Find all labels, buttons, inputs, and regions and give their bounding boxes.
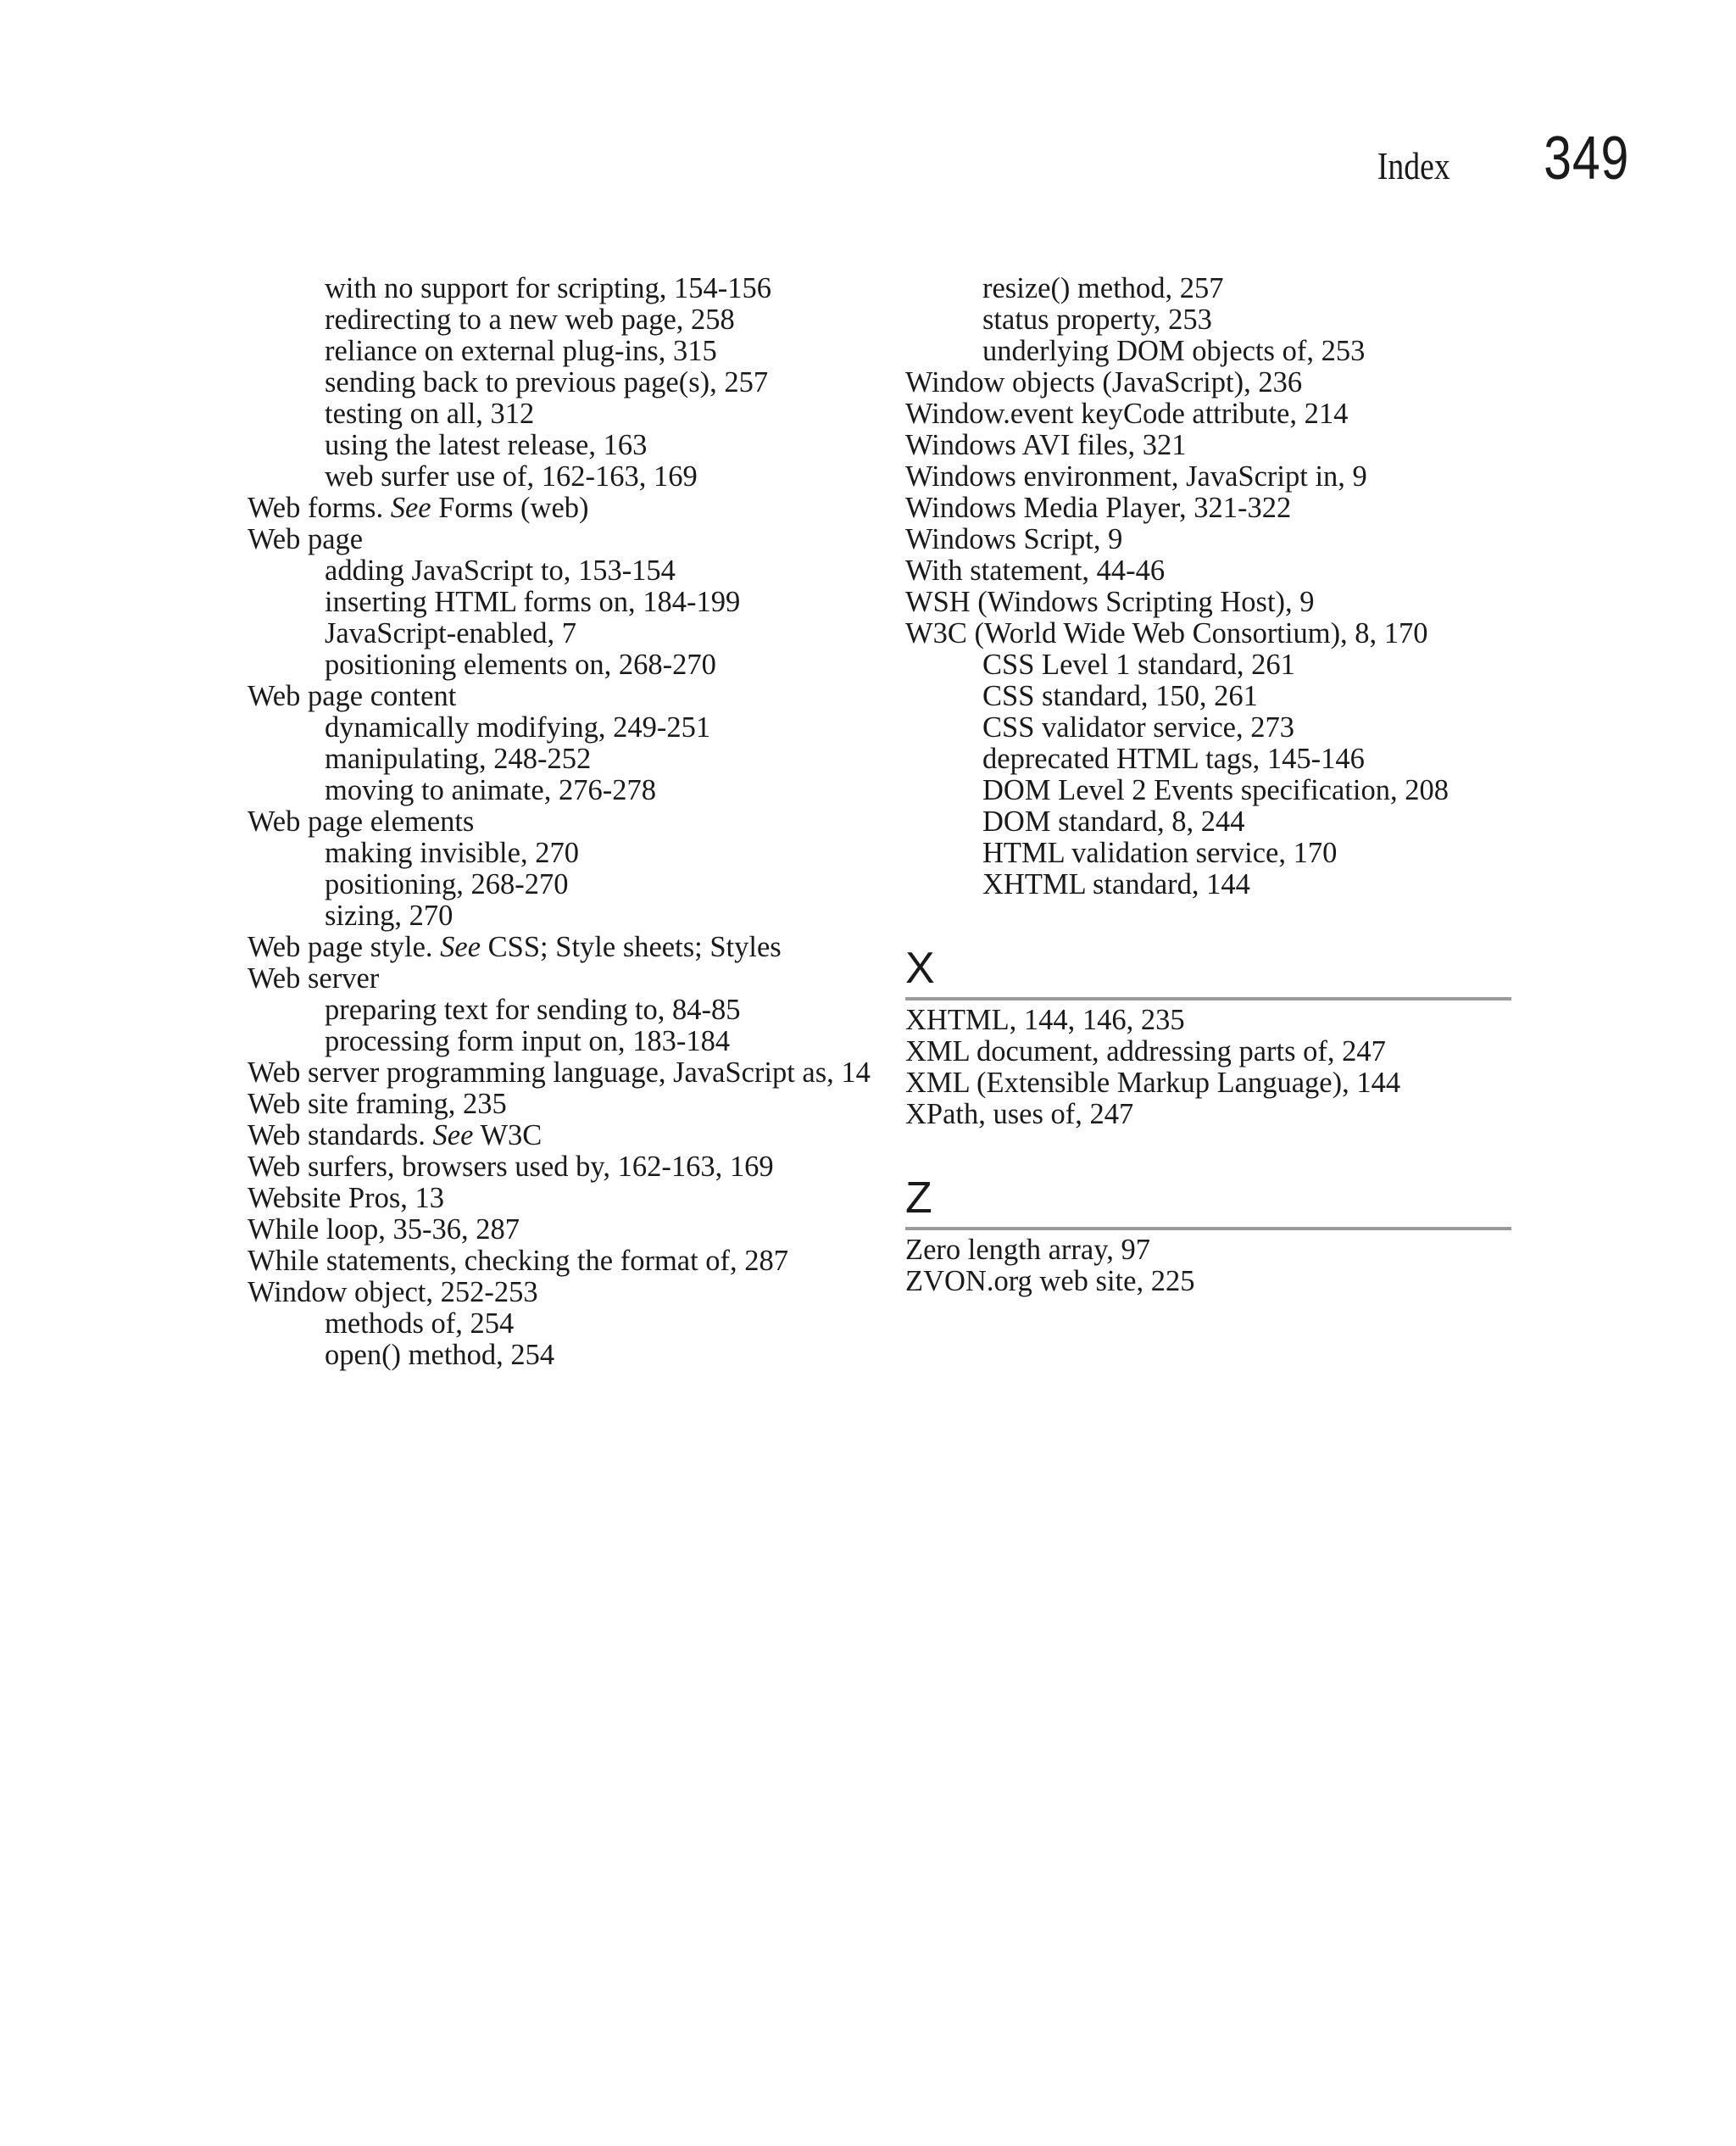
index-entry — [248, 1214, 879, 1246]
entry-text: XML document, addressing parts of, 247 — [905, 1035, 1386, 1067]
entry-text: Web page content — [248, 680, 457, 712]
entry-text: Web server — [248, 962, 380, 995]
index-entry — [905, 1036, 1516, 1067]
index-subentry — [248, 1026, 879, 1057]
index-subentry — [248, 775, 879, 806]
entry-text: positioning elements on, 268-270 — [325, 649, 716, 681]
entry-text: using the latest release, 163 — [325, 429, 648, 461]
entry-text: resize() method, 257 — [982, 272, 1224, 304]
index-subentry — [248, 461, 879, 493]
entry-text: Window objects (JavaScript), 236 — [905, 366, 1303, 399]
entry-text: sending back to previous page(s), 257 — [325, 366, 769, 399]
index-entry — [905, 1266, 1516, 1297]
entry-text: positioning, 268-270 — [325, 868, 569, 900]
index-entry — [905, 1235, 1516, 1266]
entry-text: Web site framing, 235 — [248, 1088, 507, 1120]
entry-text: open() method, 254 — [325, 1339, 555, 1371]
entry-text: making invisible, 270 — [325, 837, 579, 869]
index-subentry — [248, 430, 879, 461]
entry-text: with no support for scripting, 154-156 — [325, 272, 772, 304]
entry-text: Windows AVI files, 321 — [905, 429, 1187, 461]
entry-text: JavaScript-enabled, 7 — [325, 617, 576, 649]
entry-text: CSS Level 1 standard, 261 — [982, 649, 1295, 681]
index-subentry — [248, 869, 879, 900]
index-entry — [905, 461, 1516, 493]
index-subentry — [248, 995, 879, 1026]
entry-text: Website Pros, 13 — [248, 1182, 444, 1214]
entry-text: W3C (World Wide Web Consortium), 8, 170 — [905, 617, 1428, 649]
entry-text: XPath, uses of, 247 — [905, 1098, 1134, 1130]
index-column-left — [248, 273, 879, 1371]
entry-text: testing on all, 312 — [325, 398, 535, 430]
index-subentry — [905, 806, 1516, 838]
index-entry — [905, 430, 1516, 461]
index-subentry — [248, 1340, 879, 1371]
index-entry — [248, 1246, 879, 1277]
index-subentry — [248, 399, 879, 430]
entry-text: underlying DOM objects of, 253 — [982, 335, 1366, 367]
entry-text: HTML validation service, 170 — [982, 837, 1338, 869]
index-subentry — [905, 273, 1516, 304]
entry-text: Windows Media Player, 321-322 — [905, 492, 1292, 524]
index-entry — [248, 1183, 879, 1214]
index-subentry — [248, 618, 879, 649]
entry-text: reliance on external plug-ins, 315 — [325, 335, 717, 367]
entry-text: Web server programming language, JavaScript as, 14 — [248, 1056, 871, 1089]
index-entry — [248, 1151, 879, 1183]
entry-text: Web page — [248, 523, 364, 555]
entry-text: ZVON.org web site, 225 — [905, 1265, 1195, 1297]
index-entry — [905, 1099, 1516, 1130]
index-entry — [905, 1067, 1516, 1099]
index-entry — [248, 963, 879, 995]
entry-text: DOM standard, 8, 244 — [982, 805, 1245, 838]
index-entry — [905, 587, 1516, 618]
index-subentry — [248, 744, 879, 775]
index-entry — [248, 806, 879, 838]
index-entry — [248, 1057, 879, 1089]
entry-text: inserting HTML forms on, 184-199 — [325, 586, 741, 618]
entry-text: CSS validator service, 273 — [982, 711, 1294, 744]
index-subentry — [248, 1308, 879, 1340]
entry-text: While statements, checking the format of, 287 — [248, 1245, 789, 1277]
index-subentry — [905, 649, 1516, 681]
letter-section — [905, 946, 1516, 1130]
index-entry — [248, 1277, 879, 1308]
index-entry — [905, 367, 1516, 399]
entry-text: dynamically modifying, 249-251 — [325, 711, 711, 744]
index-entry — [248, 493, 879, 524]
index-subentry — [905, 304, 1516, 336]
entry-text: With statement, 44-46 — [905, 555, 1166, 587]
entry-text: Zero length array, 97 — [905, 1234, 1150, 1266]
entry-text: deprecated HTML tags, 145-146 — [982, 743, 1365, 775]
letter-section — [905, 1173, 1516, 1297]
entry-text: XHTML, 144, 146, 235 — [905, 1004, 1185, 1036]
entry-text: Web standards. — [248, 1119, 433, 1151]
index-subentry — [905, 869, 1516, 900]
see-target: W3C — [473, 1119, 542, 1151]
index-entry — [905, 555, 1516, 587]
index-subentry — [248, 336, 879, 367]
entry-text: Window.event keyCode attribute, 214 — [905, 398, 1349, 430]
entry-text: status property, 253 — [982, 304, 1212, 336]
entry-text: methods of, 254 — [325, 1307, 515, 1340]
see-target: CSS; Style sheets; Styles — [481, 931, 782, 963]
entry-text: adding JavaScript to, 153-154 — [325, 555, 676, 587]
entry-text: Web forms. — [248, 492, 391, 524]
index-subentry — [248, 838, 879, 869]
see-reference: See — [432, 1119, 474, 1151]
entry-text: Window object, 252-253 — [248, 1276, 538, 1308]
index-subentry — [248, 649, 879, 681]
entry-text: preparing text for sending to, 84-85 — [325, 994, 741, 1026]
index-entry — [248, 1120, 879, 1151]
entry-text: sizing, 270 — [325, 900, 453, 932]
index-entry — [905, 493, 1516, 524]
index-subentry — [905, 681, 1516, 712]
index-subentry — [248, 304, 879, 336]
section-letter-heading: Z — [905, 1176, 1511, 1230]
entry-text: CSS standard, 150, 261 — [982, 680, 1258, 712]
entry-text: manipulating, 248-252 — [325, 743, 592, 775]
index-entry — [905, 399, 1516, 430]
entry-text: Web surfers, browsers used by, 162-163, 169 — [248, 1151, 774, 1183]
entry-text: Web page elements — [248, 805, 475, 838]
entry-text: Windows environment, JavaScript in, 9 — [905, 460, 1367, 493]
entry-text: XML (Extensible Markup Language), 144 — [905, 1067, 1401, 1099]
index-entry — [248, 932, 879, 963]
letter-sections — [905, 946, 1516, 1297]
entry-text: Web page style. — [248, 931, 441, 963]
index-subentry — [905, 838, 1516, 869]
index-subentry — [248, 587, 879, 618]
entry-text: web surfer use of, 162-163, 169 — [325, 460, 698, 493]
index-subentry — [248, 555, 879, 587]
index-entry — [905, 1005, 1516, 1036]
entry-text: While loop, 35-36, 287 — [248, 1213, 520, 1246]
index-entry — [248, 681, 879, 712]
index-subentry — [248, 712, 879, 744]
section-letter-heading: X — [905, 946, 1511, 1001]
entry-text: Windows Script, 9 — [905, 523, 1123, 555]
index-entry — [248, 1089, 879, 1120]
entry-text: WSH (Windows Scripting Host), 9 — [905, 586, 1315, 618]
index-subentry — [248, 900, 879, 932]
running-head — [1361, 124, 1629, 193]
entry-text: XHTML standard, 144 — [982, 868, 1250, 900]
see-reference: See — [440, 931, 481, 963]
index-entry — [248, 524, 879, 555]
entry-text: redirecting to a new web page, 258 — [325, 304, 735, 336]
section-name: Index — [1377, 144, 1450, 187]
index-entry — [905, 618, 1516, 649]
entry-text: DOM Level 2 Events specification, 208 — [982, 774, 1449, 806]
page-number: 349 — [1544, 125, 1629, 192]
index-subentry — [905, 775, 1516, 806]
index-subentry — [248, 367, 879, 399]
see-reference: See — [390, 492, 431, 524]
index-column-right — [905, 273, 1516, 1297]
index-subentry — [248, 273, 879, 304]
see-target: Forms (web) — [431, 492, 589, 524]
entry-text: moving to animate, 276-278 — [325, 774, 656, 806]
index-entry — [905, 524, 1516, 555]
w-continued-entries — [905, 273, 1516, 900]
entry-text: processing form input on, 183-184 — [325, 1025, 731, 1057]
index-subentry — [905, 336, 1516, 367]
index-subentry — [905, 744, 1516, 775]
index-subentry — [905, 712, 1516, 744]
